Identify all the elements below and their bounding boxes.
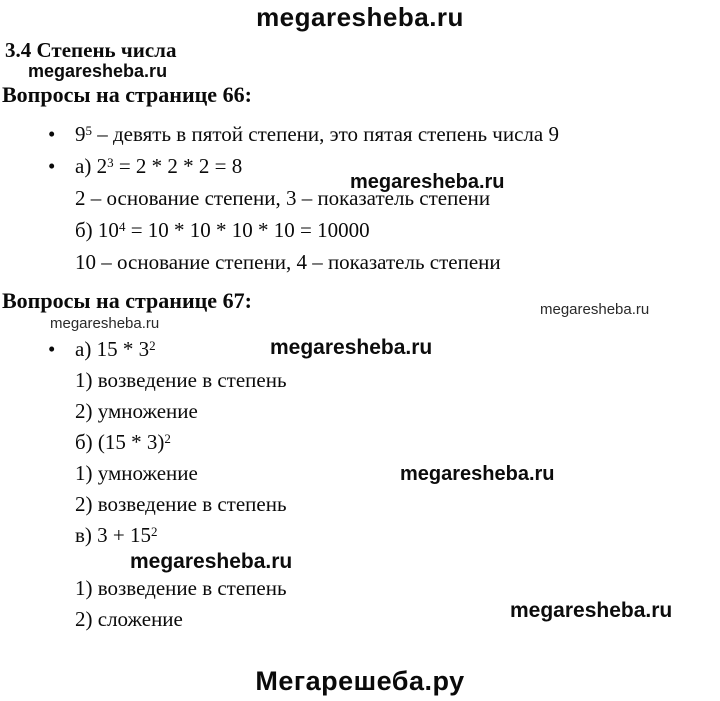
site-watermark-under-title: megaresheba.ru [28, 61, 168, 81]
site-watermark-beside-mult: megaresheba.ru [400, 463, 555, 485]
line-text: = 10 * 10 * 10 * 10 = 10000 [125, 218, 370, 242]
answer-line [75, 427, 720, 458]
answers-page67 [0, 334, 720, 635]
answers-page66 [0, 118, 720, 278]
page-title: 3.4 Степень числа [5, 38, 177, 62]
answer-line [75, 214, 720, 246]
exponent: 2 [149, 338, 156, 353]
line-text: 2) возведение в степень [75, 492, 287, 516]
answer-line [75, 458, 720, 489]
line-text: = 2 * 2 * 2 = 8 [113, 154, 243, 178]
line-text: а) 2 [75, 154, 108, 178]
line-text: 2) сложение [75, 607, 183, 631]
exponent: 2 [164, 431, 171, 446]
exponent: 3 [107, 155, 114, 170]
line-text: 1) возведение в степень [75, 368, 287, 392]
site-watermark-top: megaresheba.ru [256, 2, 464, 32]
answer-line [75, 489, 720, 520]
exponent: 2 [151, 524, 158, 539]
site-watermark-beside-slozh: megaresheba.ru [510, 599, 673, 622]
line-text: 2 – основание степени, 3 – показатель степени [75, 186, 491, 210]
line-text: б) 10 [75, 218, 119, 242]
site-watermark-under-v: megaresheba.ru [130, 550, 293, 573]
section-heading-page67: Вопросы на странице 67: [2, 288, 252, 313]
line-text: 10 – основание степени, 4 – показатель степени [75, 250, 501, 274]
site-watermark-mid: megaresheba.ru [350, 171, 505, 193]
answer-line [75, 520, 720, 551]
line-text: 2) умножение [75, 399, 198, 423]
site-watermark-right-67: megaresheba.ru [540, 301, 650, 318]
exponent: 4 [118, 219, 126, 234]
answer-line [75, 246, 720, 278]
line-text: а) 15 * 3 [75, 337, 150, 361]
answer-line [75, 365, 720, 396]
footer-brand: Мегарешеба.ру [255, 666, 465, 696]
exponent: 5 [85, 123, 92, 138]
answer-line [75, 118, 720, 150]
line-text: – девять в пятой степени, это пятая степень числа 9 [92, 122, 559, 146]
line-text: 9 [75, 122, 86, 146]
line-text: в) 3 + 15 [75, 523, 152, 547]
line-text: 1) возведение в степень [75, 576, 287, 600]
line-text: б) (15 * 3) [75, 430, 165, 454]
site-watermark-under-67: megaresheba.ru [50, 315, 160, 332]
answer-line [75, 396, 720, 427]
line-text: 1) умножение [75, 461, 198, 485]
site-watermark-beside-a15: megaresheba.ru [270, 336, 433, 359]
section-heading-page66: Вопросы на странице 66: [2, 82, 252, 107]
